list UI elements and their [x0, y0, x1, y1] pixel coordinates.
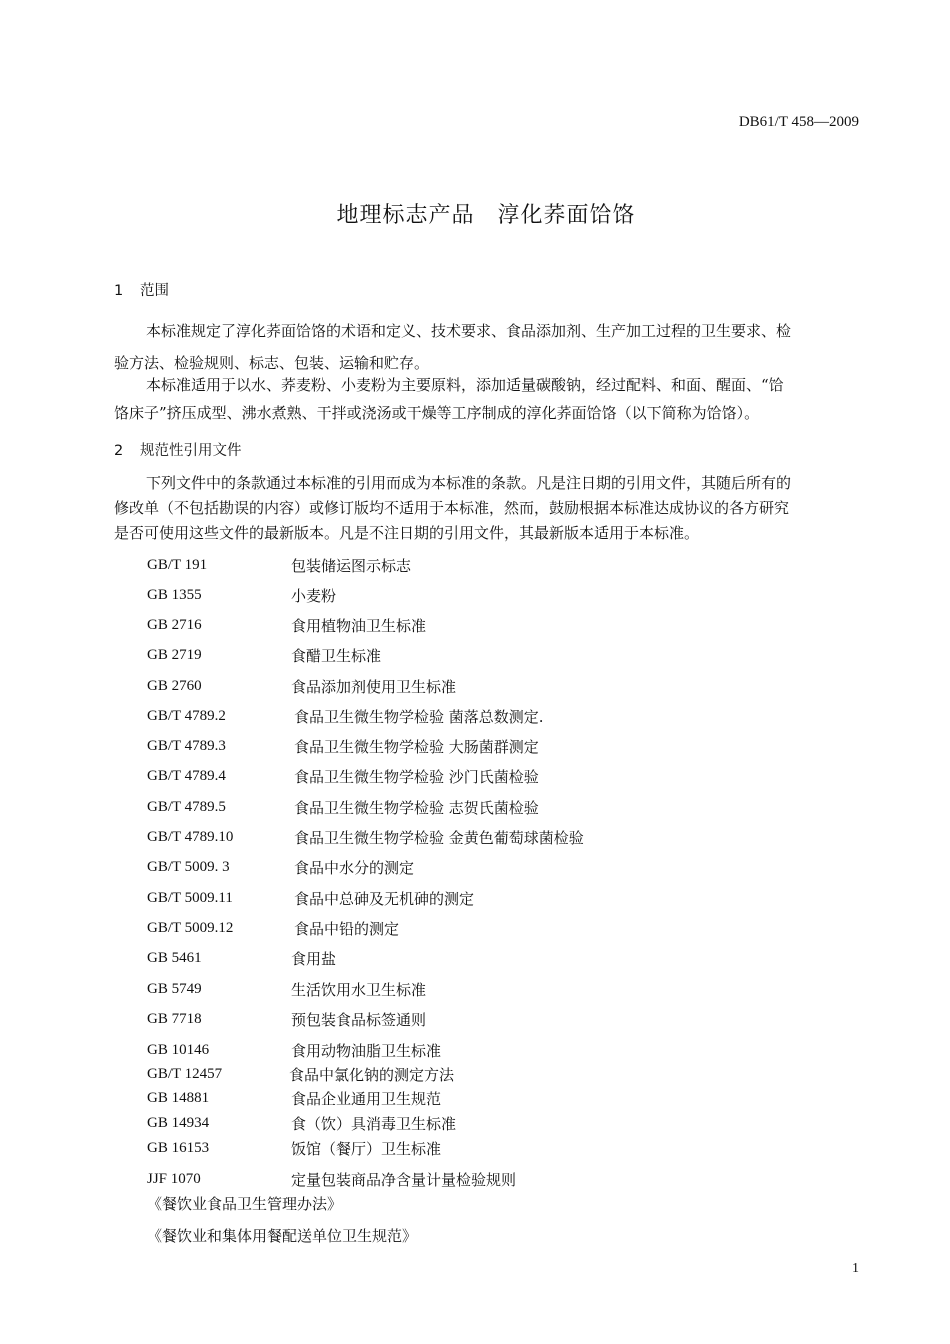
- reference-name: 食用盐: [291, 950, 337, 968]
- section-1-heading: [114, 279, 169, 300]
- scope-paragraph-1: [114, 317, 860, 377]
- reference-name: 食用植物油卫生标准: [291, 617, 427, 635]
- reference-name: 食品中氯化钠的测定方法: [289, 1066, 455, 1084]
- reference-code: JJF 1070: [147, 1171, 201, 1187]
- reference-name: 小麦粉: [291, 587, 337, 605]
- normative-intro: [114, 469, 860, 547]
- reference-item: [147, 615, 427, 635]
- intro-line2: 修改单（不包括勘误的内容）或修订版均不适用于本标准，然而，鼓励根据本标准达成协议的各方研究: [114, 499, 790, 517]
- reference-item: [147, 1113, 457, 1133]
- reference-code: GB/T 191: [147, 557, 208, 573]
- reference-name: 预包装食品标签通则: [291, 1011, 427, 1029]
- scope-p2-line2: 饹床子”挤压成型、沸水煮熟、干拌或浇汤或干燥等工序制成的淳化荞面饸饹（以下简称为饸饹）。: [114, 404, 760, 422]
- reference-item: [147, 918, 400, 938]
- reference-code: GB/T 4789.10: [147, 829, 234, 845]
- intro-line1: 下列文件中的条款通过本标准的引用而成为本标准的条款。凡是注日期的引用文件，其随后所有的: [146, 474, 792, 492]
- reference-code: GB/T 12457: [147, 1066, 223, 1082]
- reference-item: [147, 857, 415, 877]
- page-number: 1: [852, 1261, 859, 1276]
- scope-paragraph-2: [114, 371, 860, 427]
- reference-name: 食品企业通用卫生规范: [291, 1090, 442, 1108]
- reference-item: [147, 1088, 442, 1108]
- reference-code: GB 5749: [147, 981, 202, 997]
- scope-p1-line2: 验方法、检验规则、标志、包装、运输和贮存。: [114, 354, 430, 372]
- reference-name: 食品卫生微生物学检验 沙门氏菌检验: [294, 768, 539, 786]
- reference-code: GB 2760: [147, 678, 202, 694]
- reference-name: 定量包装商品净含量计量检验规则: [291, 1171, 517, 1189]
- reference-code: GB/T 4789.2: [147, 708, 226, 724]
- reference-code: GB 2719: [147, 647, 202, 663]
- reference-item: [147, 888, 475, 908]
- section-title: 范围: [140, 283, 169, 299]
- section-number: 1: [114, 283, 124, 299]
- reference-item: [147, 1064, 455, 1084]
- reference-item: [147, 585, 337, 605]
- reference-name: 食品中铅的测定: [294, 920, 400, 938]
- scope-p2-line1: 本标准适用于以水、荞麦粉、小麦粉为主要原料，添加适量碳酸钠，经过配料、和面、醒面、“饸: [146, 376, 784, 394]
- reference-name: 食用动物油脂卫生标准: [291, 1042, 442, 1060]
- reference-item: [147, 979, 427, 999]
- reference-name: 食品卫生微生物学检验 菌落总数测定.: [294, 708, 544, 726]
- reference-code: GB/T 4789.4: [147, 768, 226, 784]
- reference-code: GB/T 5009. 3: [147, 859, 230, 875]
- reference-item: [147, 555, 412, 575]
- intro-line3: 是否可使用这些文件的最新版本。凡是不注日期的引用文件，其最新版本适用于本标准。: [114, 524, 700, 542]
- reference-item: [147, 645, 382, 665]
- reference-code: GB 16153: [147, 1140, 210, 1156]
- reference-item: [147, 797, 539, 817]
- reference-extra-1: 《餐饮业食品卫生管理办法》: [147, 1195, 343, 1213]
- reference-code: GB 1355: [147, 587, 202, 603]
- reference-name: 包装储运图示标志: [291, 557, 412, 575]
- reference-item: [147, 676, 457, 696]
- reference-name: 食品卫生微生物学检验 大肠菌群测定: [294, 738, 539, 756]
- section-2-heading: [114, 439, 242, 460]
- reference-name: 食醋卫生标准: [291, 647, 382, 665]
- reference-code: GB 7718: [147, 1011, 202, 1027]
- reference-code: GB 14934: [147, 1115, 210, 1131]
- reference-code: GB/T 4789.3: [147, 738, 226, 754]
- reference-name: 食品添加剂使用卫生标准: [291, 678, 457, 696]
- reference-name: 食品中水分的测定: [294, 859, 415, 877]
- reference-code: GB/T 5009.11: [147, 890, 233, 906]
- reference-name: 食品中总砷及无机砷的测定: [294, 890, 475, 908]
- reference-name: 生活饮用水卫生标准: [291, 981, 427, 999]
- section-title: 规范性引用文件: [140, 443, 242, 459]
- reference-item: [147, 766, 539, 786]
- reference-item: [147, 1040, 442, 1060]
- reference-item: [147, 706, 544, 726]
- reference-item: [147, 736, 539, 756]
- reference-code: GB 10146: [147, 1042, 210, 1058]
- reference-code: GB 5461: [147, 950, 202, 966]
- reference-item: [147, 1138, 442, 1158]
- scope-p1-line1: 本标准规定了淳化荞面饸饹的术语和定义、技术要求、食品添加剂、生产加工过程的卫生要求、检: [146, 322, 792, 340]
- reference-name: 食品卫生微生物学检验 金黄色葡萄球菌检验: [294, 829, 584, 847]
- reference-name: 食品卫生微生物学检验 志贺氏菌检验: [294, 799, 539, 817]
- reference-code: GB 2716: [147, 617, 202, 633]
- section-number: 2: [114, 443, 124, 459]
- standard-code: DB61/T 458—2009: [738, 114, 859, 130]
- reference-item: [147, 827, 584, 847]
- reference-extra-2: 《餐饮业和集体用餐配送单位卫生规范》: [147, 1227, 418, 1245]
- reference-code: GB/T 5009.12: [147, 920, 234, 936]
- reference-item: [147, 1169, 517, 1189]
- reference-item: [147, 948, 337, 968]
- reference-code: GB 14881: [147, 1090, 210, 1106]
- reference-name: 饭馆（餐厅）卫生标准: [291, 1140, 442, 1158]
- document-title: 地理标志产品 淳化荞面饸饹: [336, 203, 636, 228]
- reference-item: [147, 1009, 427, 1029]
- reference-name: 食（饮）具消毒卫生标准: [291, 1115, 457, 1133]
- reference-code: GB/T 4789.5: [147, 799, 226, 815]
